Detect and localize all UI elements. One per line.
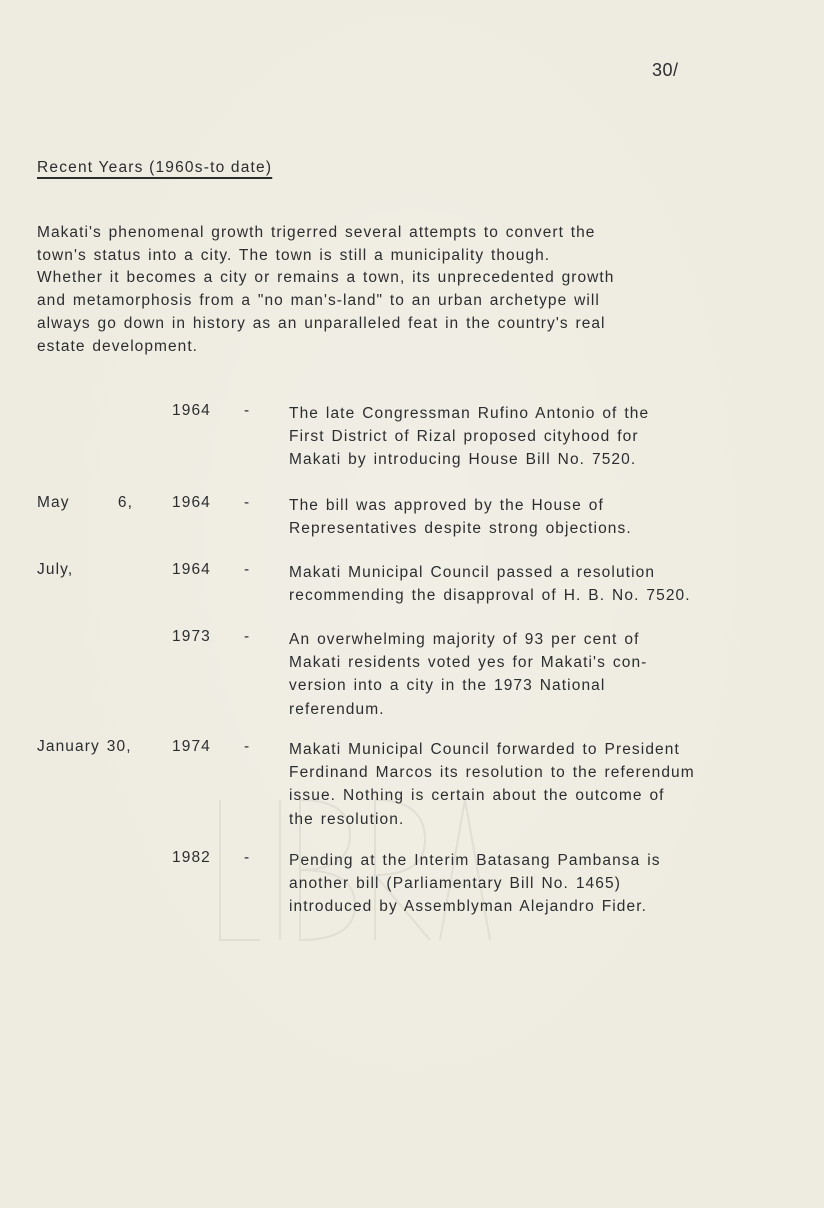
entry-line: Makati Municipal Council passed a resolution bbox=[289, 564, 656, 581]
intro-line: town's status into a city. The town is still a municipality though. bbox=[37, 246, 551, 264]
intro-line: always go down in history as an unparalleled feat in the country's real bbox=[37, 314, 606, 332]
entry-line: version into a city in the 1973 National bbox=[289, 677, 606, 695]
page-number: 30/ bbox=[652, 60, 679, 80]
entry-dash: - bbox=[244, 402, 251, 419]
entry-date: January 30, bbox=[37, 738, 132, 755]
entry-line: The late Congressman Rufino Antonio of the bbox=[289, 405, 650, 422]
entry-description bbox=[289, 628, 819, 721]
entry-description bbox=[289, 849, 819, 919]
entry-line: Makati by introducing House Bill No. 7520. bbox=[289, 451, 637, 469]
entry-dash: - bbox=[244, 561, 251, 578]
entry-year: 1964 bbox=[172, 561, 211, 578]
entry-date: May 6, bbox=[37, 494, 134, 511]
entry-line: First District of Rizal proposed cityhood for bbox=[289, 428, 639, 446]
entry-year: 1974 bbox=[172, 738, 211, 755]
entry-dash: - bbox=[244, 738, 251, 755]
intro-line: and metamorphosis from a "no man's-land" to an urban archetype will bbox=[37, 292, 600, 310]
entry-description bbox=[289, 402, 819, 472]
entry-date: July, bbox=[37, 561, 74, 578]
entry-description bbox=[289, 738, 819, 831]
entry-description bbox=[289, 494, 819, 540]
intro-line: Whether it becomes a city or remains a town, its unprecedented growth bbox=[37, 269, 615, 287]
intro-line: Makati's phenomenal growth trigerred several attempts to convert the bbox=[37, 224, 596, 241]
entry-dash: - bbox=[244, 494, 251, 511]
entry-year: 1964 bbox=[172, 402, 211, 419]
entry-year: 1982 bbox=[172, 849, 211, 866]
entry-line: Pending at the Interim Batasang Pambansa is bbox=[289, 852, 661, 869]
entry-line: introduced by Assemblyman Alejandro Fider. bbox=[289, 898, 648, 916]
intro-line: estate development. bbox=[37, 337, 199, 355]
section-heading: Recent Years (1960s-to date) bbox=[37, 159, 273, 176]
entry-line: referendum. bbox=[289, 700, 385, 718]
entry-description bbox=[289, 561, 819, 607]
entry-line: Ferdinand Marcos its resolution to the referendum bbox=[289, 764, 695, 782]
intro-paragraph bbox=[37, 222, 767, 358]
entry-line: recommending the disapproval of H. B. No. 7520. bbox=[289, 587, 691, 605]
entry-line: another bill (Parliamentary Bill No. 1465) bbox=[289, 875, 621, 893]
entry-line: issue. Nothing is certain about the outcome of bbox=[289, 787, 665, 805]
entry-line: The bill was approved by the House of bbox=[289, 497, 604, 514]
entry-line: Makati residents voted yes for Makati's con- bbox=[289, 654, 648, 672]
entry-line: Makati Municipal Council forwarded to President bbox=[289, 741, 680, 758]
entry-dash: - bbox=[244, 628, 251, 645]
entry-year: 1973 bbox=[172, 628, 211, 645]
entry-year: 1964 bbox=[172, 494, 211, 511]
entry-line: the resolution. bbox=[289, 810, 405, 828]
entry-line: An overwhelming majority of 93 per cent of bbox=[289, 631, 640, 648]
entry-line: Representatives despite strong objections. bbox=[289, 520, 632, 538]
entry-dash: - bbox=[244, 849, 251, 866]
